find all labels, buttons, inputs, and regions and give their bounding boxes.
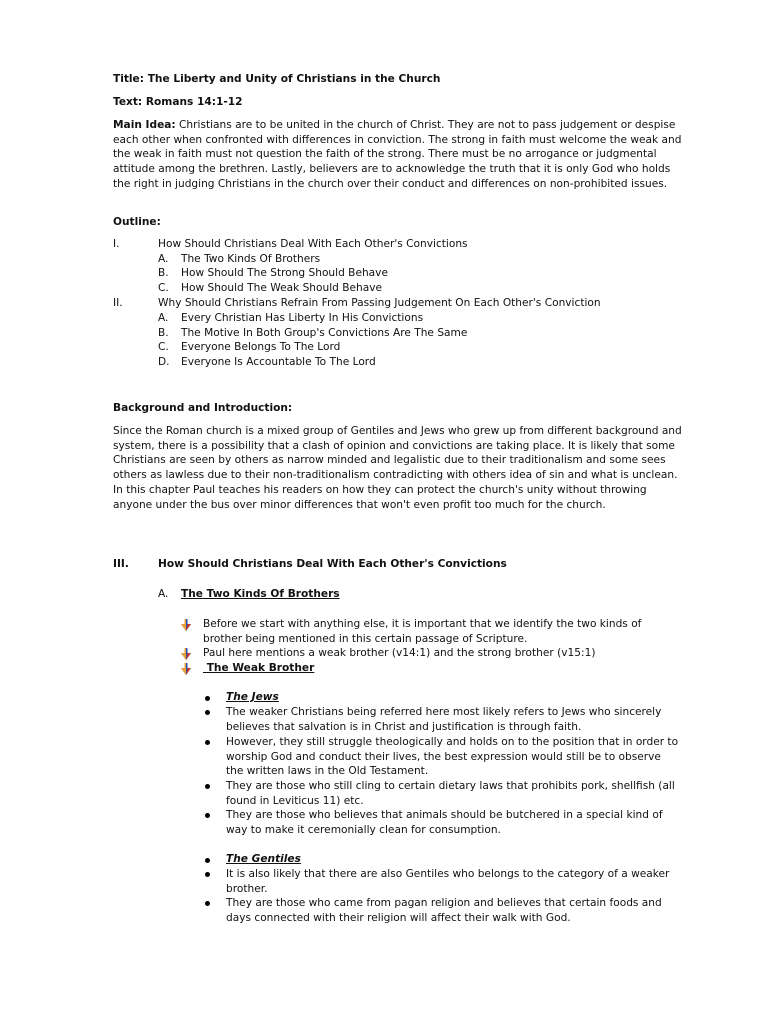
section-3-sub-letter: A. xyxy=(158,588,169,600)
bullet-icon xyxy=(205,858,210,863)
outline-item-2-text: Why Should Christians Refrain From Passing Judgement On Each Other's Conviction xyxy=(158,297,601,309)
main-idea-paragraph xyxy=(113,118,683,192)
outline-item-1-text: How Should Christians Deal With Each Other's Convictions xyxy=(158,238,468,250)
arrow-bullet-icon xyxy=(181,619,191,631)
outline-sub-letter: A. xyxy=(158,312,169,324)
outline-item-2: II. xyxy=(113,297,123,309)
title-label: Title: xyxy=(113,73,144,85)
outline-sub-text: The Two Kinds Of Brothers xyxy=(181,253,321,265)
jews-bullet: They are those who believes that animals should be butchered in a special kind of way to make it ceremonially clean for consumption. xyxy=(226,809,663,836)
arrow-bullet-icon xyxy=(181,663,191,675)
jews-bullet: However, they still struggle theologically and holds on to the position that in order to worship God and conduct their lives, the best expression would still be to observe the written laws in the Old Testament. xyxy=(226,736,679,778)
text-label: Text: xyxy=(113,96,143,108)
jews-bullet: They are those who still cling to certain dietary laws that prohibits pork, shellfish (all found in Leviticus 11) etc. xyxy=(226,780,675,807)
section-3-heading: How Should Christians Deal With Each Other's Convictions xyxy=(158,558,507,570)
bullet-icon xyxy=(205,901,210,906)
outline-sub-text: Everyone Belongs To The Lord xyxy=(181,341,341,353)
jews-bullet: The weaker Christians being referred here most likely refers to Jews who sincerely believes that salvation is in Christ and justification is through faith. xyxy=(226,706,662,733)
arrow-bullet-icon xyxy=(181,648,191,660)
weak-brother-heading: The Weak Brother xyxy=(203,662,315,674)
outline-item-1 xyxy=(113,237,120,252)
bullet-icon xyxy=(205,740,210,745)
title-line xyxy=(113,72,683,87)
title-text: The Liberty and Unity of Christians in the Church xyxy=(147,73,441,85)
background-paragraph: Since the Roman church is a mixed group of Gentiles and Jews who grew up from different background and system, there is a possibility that a clash of opinion and convictions are taking place. It is likely that some Christians are seen by others as narrow minded and legalistic due to their traditionalism and some sees others as lawless due to their non-traditionalism contradicting with others idea of sin and what is unclean. In this chapter Paul teaches his readers on how they can protect the church's unity without throwing anyone under the bus over minor differences that won't even profit too much for the church. xyxy=(113,425,682,511)
outline-sub-text: How Should The Weak Should Behave xyxy=(181,282,383,294)
bullet-icon xyxy=(205,710,210,715)
bullet-icon xyxy=(205,784,210,789)
scripture-text-line xyxy=(113,95,683,110)
outline-sub-text: Everyone Is Accountable To The Lord xyxy=(181,356,376,368)
section-3-sub-heading: The Two Kinds Of Brothers xyxy=(181,588,340,600)
background-heading: Background and Introduction: xyxy=(113,402,293,414)
gentiles-heading: The Gentiles xyxy=(226,853,301,865)
outline-sub-letter: D. xyxy=(158,356,170,368)
section-3-number: III. xyxy=(113,558,129,570)
outline-sub-letter: A. xyxy=(158,253,169,265)
arrow-item-1: Before we start with anything else, it is important that we identify the two kinds of brother being mentioned in this certain passage of Scripture. xyxy=(203,618,642,645)
bullet-icon xyxy=(205,696,210,701)
outline-sub-letter: B. xyxy=(158,267,169,279)
gentiles-bullet: It is also likely that there are also Gentiles who belongs to the category of a weaker brother. xyxy=(226,868,670,895)
jews-heading: The Jews xyxy=(226,691,279,703)
bullet-icon xyxy=(205,813,210,818)
outline-sub-text: The Motive In Both Group's Convictions Are The Same xyxy=(181,327,468,339)
outline-heading: Outline: xyxy=(113,216,161,228)
bullet-icon xyxy=(205,872,210,877)
outline-sub-letter: C. xyxy=(158,282,169,294)
outline-number: I. xyxy=(113,238,120,250)
gentiles-bullet: They are those who came from pagan religion and believes that certain foods and days connected with their religion will affect their walk with God. xyxy=(226,897,662,924)
scripture-reference: Romans 14:1-12 xyxy=(145,96,243,108)
outline-sub-text: How Should The Strong Should Behave xyxy=(181,267,388,279)
main-idea-label: Main Idea: xyxy=(113,119,176,131)
main-idea-text: Christians are to be united in the church of Christ. They are not to pass judgement or despise each other when confronted with differences in conviction. The strong in faith must welcome the weak and the weak in faith must not question the faith of the strong. There must be no arrogance or judgmental attitude among the brethren. Lastly, believers are to acknowledge the truth that it is only God who holds the right in judging Christians in the church over their conduct and differences on non-prohibited issues. xyxy=(113,119,682,190)
outline-sub-text: Every Christian Has Liberty In His Convictions xyxy=(181,312,424,324)
arrow-item-2: Paul here mentions a weak brother (v14:1) and the strong brother (v15:1) xyxy=(203,647,596,659)
outline-sub-letter: B. xyxy=(158,327,169,339)
outline-sub-letter: C. xyxy=(158,341,169,353)
